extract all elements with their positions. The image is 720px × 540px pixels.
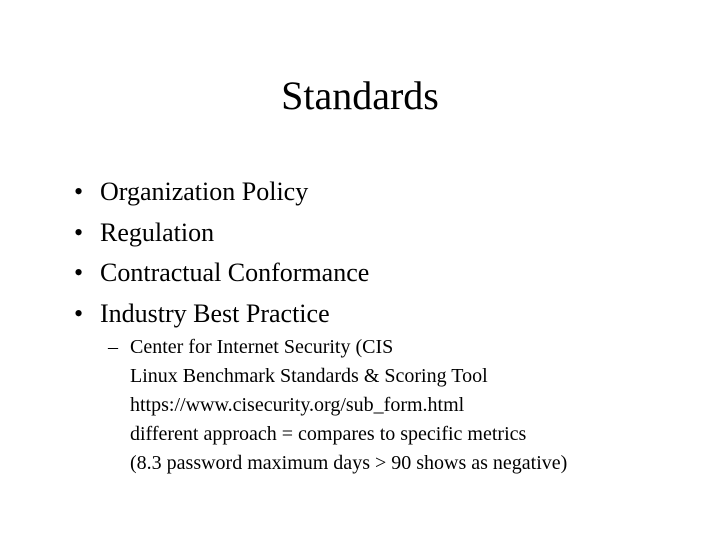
sub-line-url: https://www.cisecurity.org/sub_form.html <box>130 394 465 416</box>
sub-line: Linux Benchmark Standards & Scoring Tool <box>130 365 488 387</box>
bullet-dot-icon: • <box>74 217 84 247</box>
sub-line: Center for Internet Security (CIS <box>130 336 394 358</box>
bullet-item <box>74 213 369 254</box>
bullet-dot-icon: • <box>74 298 84 328</box>
bullet-list <box>74 172 369 334</box>
bullet-item <box>74 253 369 294</box>
sub-line: (8.3 password maximum days > 90 shows as negative) <box>130 452 568 474</box>
sub-line: different approach = compares to specific metrics <box>130 423 527 445</box>
bullet-text: Organization Policy <box>100 177 309 206</box>
bullet-item <box>74 172 369 213</box>
bullet-dot-icon: • <box>74 177 84 206</box>
sub-bullet-text <box>130 333 567 478</box>
bullet-text: Regulation <box>100 217 215 247</box>
dash-icon: – <box>108 336 118 358</box>
bullet-dot-icon: • <box>74 258 84 287</box>
bullet-text: Industry Best Practice <box>100 298 330 328</box>
bullet-item <box>74 294 369 335</box>
bullet-text: Contractual Conformance <box>100 258 370 287</box>
slide-title: Standards <box>281 73 439 118</box>
